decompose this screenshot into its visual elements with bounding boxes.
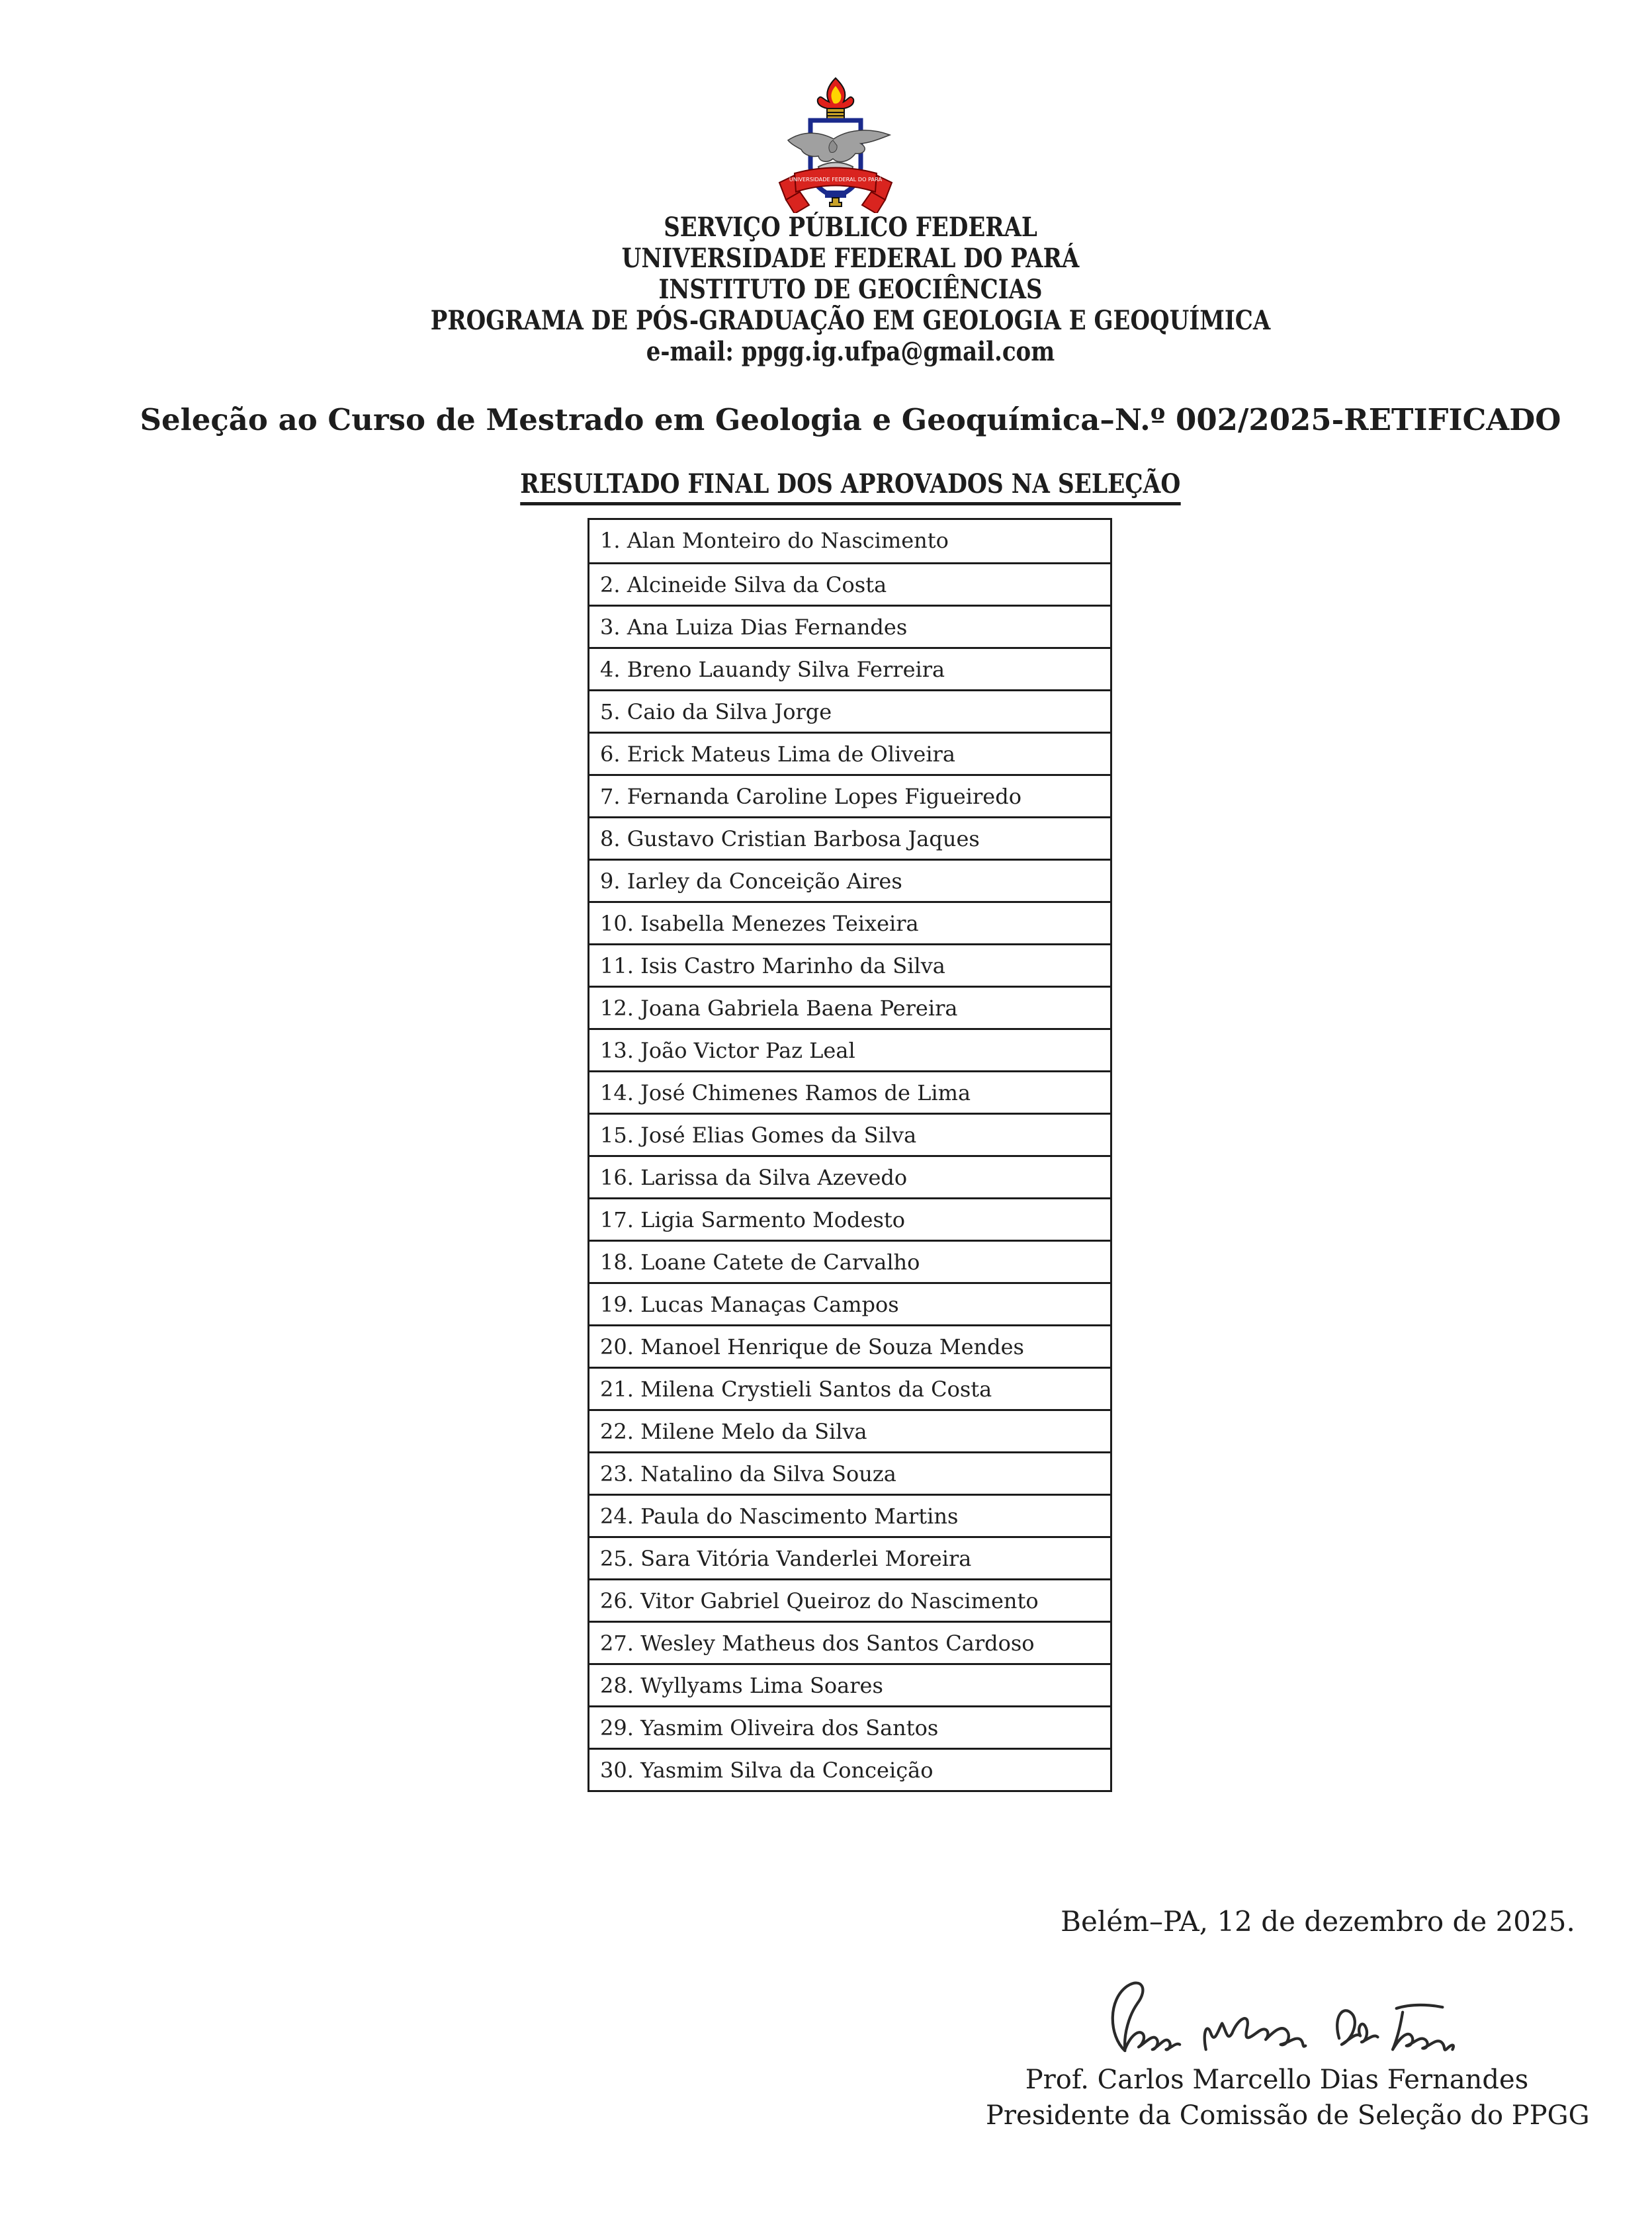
table-row: 12. Joana Gabriela Baena Pereira — [589, 986, 1110, 1028]
table-row: 21. Milena Crystieli Santos da Costa — [589, 1367, 1110, 1409]
navy-banner-icon — [825, 191, 846, 198]
table-row: 19. Lucas Manaças Campos — [589, 1282, 1110, 1324]
table-row: 2. Alcineide Silva da Costa — [589, 562, 1110, 605]
footer-block — [986, 1905, 1590, 2131]
table-row: 5. Caio da Silva Jorge — [589, 689, 1110, 732]
table-row: 15. José Elias Gomes da Silva — [589, 1113, 1110, 1155]
org-header — [24, 212, 1652, 367]
signature-area — [986, 1953, 1568, 2065]
table-row: 30. Yasmim Silva da Conceição — [589, 1748, 1110, 1790]
table-row: 8. Gustavo Cristian Barbosa Jaques — [589, 816, 1110, 859]
table-row: 17. Ligia Sarmento Modesto — [589, 1197, 1110, 1240]
document-subtitle-text: RESULTADO FINAL DOS APROVADOS NA SELEÇÃO — [520, 468, 1180, 505]
table-row: 14. José Chimenes Ramos de Lima — [589, 1070, 1110, 1113]
org-email-line: e-mail: ppgg.ig.ufpa@gmail.com — [646, 336, 1055, 367]
table-row: 6. Erick Mateus Lima de Oliveira — [589, 732, 1110, 774]
table-row: 4. Breno Lauandy Silva Ferreira — [589, 647, 1110, 689]
table-row: 9. Iarley da Conceição Aires — [589, 859, 1110, 901]
table-row: 20. Manoel Henrique de Souza Mendes — [589, 1324, 1110, 1367]
table-row: 28. Wyllyams Lima Soares — [589, 1663, 1110, 1705]
torch-cup-icon — [827, 108, 844, 119]
signatory-role: Presidente da Comissão de Seleção do PPGG — [986, 2100, 1590, 2131]
table-row: 3. Ana Luiza Dias Fernandes — [589, 605, 1110, 647]
table-row: 26. Vitor Gabriel Queiroz do Nascimento — [589, 1578, 1110, 1621]
table-row: 25. Sara Vitória Vanderlei Moreira — [589, 1536, 1110, 1578]
org-line-servico: SERVIÇO PÚBLICO FEDERAL — [664, 212, 1037, 243]
ribbon-text: UNIVERSIDADE FEDERAL DO PARÁ — [789, 176, 883, 183]
table-row: 29. Yasmim Oliveira dos Santos — [589, 1705, 1110, 1748]
table-row: 22. Milene Melo da Silva — [589, 1409, 1110, 1451]
handwritten-signature-icon — [1092, 1956, 1462, 2062]
document-title: Seleção ao Curso de Mestrado em Geologia e Geoquímica–N.º 002/2025-RETIFICADO — [140, 402, 1561, 437]
table-row: 27. Wesley Matheus dos Santos Cardoso — [589, 1621, 1110, 1663]
signatory-name: Prof. Carlos Marcello Dias Fernandes — [1025, 2065, 1529, 2095]
table-row: 1. Alan Monteiro do Nascimento — [600, 528, 949, 553]
shield-knob-icon — [830, 198, 842, 206]
table-row: 7. Fernanda Caroline Lopes Figueiredo — [589, 774, 1110, 816]
table-row: 10. Isabella Menezes Teixeira — [589, 901, 1110, 943]
org-line-instituto: INSTITUTO DE GEOCIÊNCIAS — [658, 274, 1043, 305]
table-row: 18. Loane Catete de Carvalho — [589, 1240, 1110, 1282]
table-row: 24. Paula do Nascimento Martins — [589, 1494, 1110, 1536]
org-line-universidade: UNIVERSIDADE FEDERAL DO PARÁ — [621, 243, 1080, 274]
org-line-programa: PROGRAMA DE PÓS-GRADUAÇÃO EM GEOLOGIA E GEOQUÍMICA — [430, 305, 1271, 336]
approved-table — [587, 518, 1112, 1792]
table-row: 13. João Victor Paz Leal — [589, 1028, 1110, 1070]
date-line: Belém–PA, 12 de dezembro de 2025. — [1061, 1905, 1575, 1938]
table-row: 11. Isis Castro Marinho da Silva — [589, 943, 1110, 986]
document-subtitle — [24, 468, 1652, 505]
table-row: 23. Natalino da Silva Souza — [589, 1451, 1110, 1494]
table-row: 16. Larissa da Silva Azevedo — [589, 1155, 1110, 1197]
ufpa-crest-logo — [769, 74, 902, 213]
